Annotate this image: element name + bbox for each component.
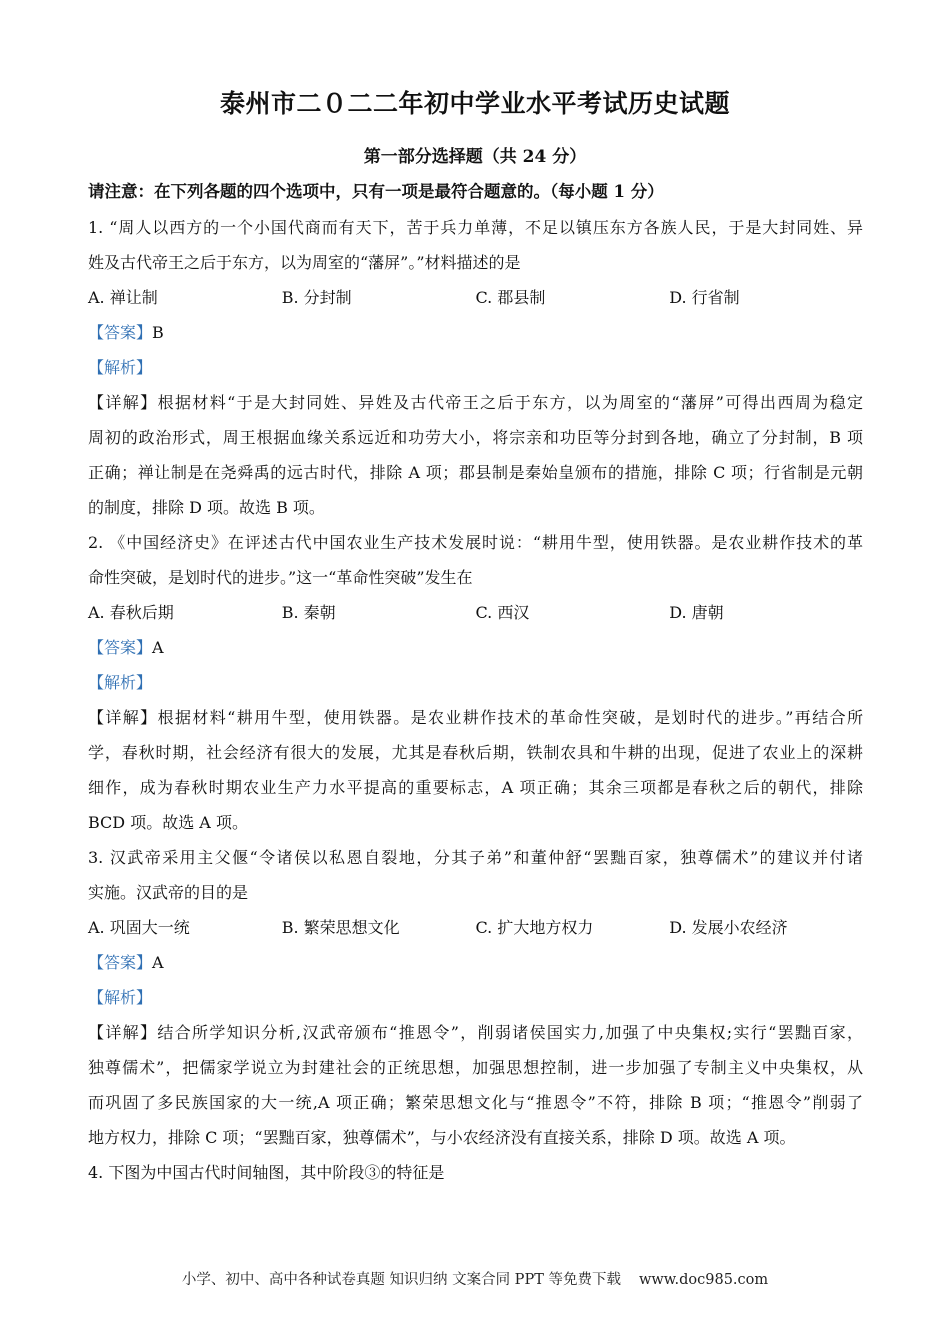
option-c: C. 西汉 — [475, 603, 530, 622]
question-stem-line: 2. 《中国经济史》在评述古代中国农业生产技术发展时说：“耕用牛型，使用铁器。是农业耕作技术的革 — [88, 533, 863, 552]
analysis-label: 【解析】 — [88, 673, 153, 692]
option-d: D. 唐朝 — [669, 603, 724, 622]
answer-value: A — [152, 638, 164, 657]
section-heading: 第一部分选择题（共 24 分） — [363, 147, 587, 167]
footer-url[interactable]: www.doc985.com — [638, 1272, 769, 1288]
detail-line — [88, 385, 863, 420]
answer-value: B — [152, 323, 164, 342]
detail-line: 正确；禅让制是在尧舜禹的远古时代，排除 A 项；郡县制是秦始皇颁布的措施，排除 C 项；行省制是元朝 — [88, 463, 863, 482]
exam-title: 泰州市二０二二年初中学业水平考试历史试题 — [219, 89, 730, 118]
detail-line: 学，春秋时期，社会经济有很大的发展，尤其是春秋后期，铁制农具和牛耕的出现，促进了农业上的深耕 — [88, 743, 863, 762]
question-2 — [88, 525, 863, 840]
detail-line: BCD 项。故选 A 项。 — [88, 813, 248, 832]
detail-text: 根据材料“耕用牛型，使用铁器。是农业耕作技术的革命性突破，是划时代的进步。”再结合所 — [157, 708, 863, 727]
question-1 — [88, 210, 863, 525]
question-stem-line: 1. “周人以西方的一个小国代商而有天下，苦于兵力单薄，不足以镇压东方各族人民，于是大封同姓、异 — [88, 218, 863, 237]
answer-line — [88, 630, 863, 665]
option-b: B. 繁荣思想文化 — [281, 918, 400, 937]
option-c: C. 扩大地方权力 — [475, 918, 594, 937]
page-footer — [0, 1268, 950, 1289]
detail-text: 结合所学知识分析,汉武帝颁布“推恩令”，削弱诸侯国实力,加强了中央集权;实行“罢黜百家， — [157, 1023, 863, 1042]
detail-line: 地方权力，排除 C 项；“罢黜百家，独尊儒术”，与小农经济没有直接关系，排除 D 项。故选 A 项。 — [88, 1128, 796, 1147]
question-stem-line: 命性突破，是划时代的进步。”这一“革命性突破”发生在 — [88, 568, 473, 587]
detail-line: 而巩固了多民族国家的大一统,A 项正确；繁荣思想文化与“推恩令”不符，排除 B 项；“推恩令”削弱了 — [88, 1093, 863, 1112]
notice-text: 请注意：在下列各题的四个选项中，只有一项是最符合题意的。（每小题 1 分） — [88, 182, 664, 201]
question-3 — [88, 840, 863, 1155]
detail-line — [88, 1015, 863, 1050]
detail-text: 根据材料“于是大封同姓、异姓及古代帝王之后于东方，以为周室的“藩屏”可得出西周为稳定 — [157, 393, 863, 412]
analysis-line — [88, 665, 863, 700]
question-stem-line: 姓及古代帝王之后于东方，以为周室的“藩屏”。”材料描述的是 — [88, 253, 521, 272]
options-row — [88, 280, 863, 315]
question-stem-line: 4. 下图为中国古代时间轴图，其中阶段③的特征是 — [88, 1163, 445, 1182]
answer-label: 【答案】 — [88, 953, 153, 972]
answer-label: 【答案】 — [88, 638, 153, 657]
options-row — [88, 595, 863, 630]
option-c: C. 郡县制 — [475, 288, 546, 307]
option-a: A. 禅让制 — [88, 288, 158, 307]
detail-label: 【详解】 — [88, 1023, 158, 1042]
analysis-line — [88, 980, 863, 1015]
detail-label: 【详解】 — [88, 708, 158, 727]
detail-line: 周初的政治形式，周王根据血缘关系远近和功劳大小，将宗亲和功臣等分封到各地，确立了分封制，B 项 — [88, 428, 863, 447]
analysis-label: 【解析】 — [88, 358, 153, 377]
question-4 — [88, 1155, 863, 1190]
answer-line — [88, 945, 863, 980]
answer-line — [88, 315, 863, 350]
option-a: A. 春秋后期 — [88, 603, 174, 622]
footer-text: 小学、初中、高中各种试卷真题 知识归纳 文案合同 PPT 等免费下载 — [181, 1272, 621, 1288]
option-a: A. 巩固大一统 — [88, 918, 190, 937]
answer-value: A — [152, 953, 164, 972]
option-b: B. 分封制 — [281, 288, 352, 307]
detail-line: 细作，成为春秋时期农业生产力水平提高的重要标志，A 项正确；其余三项都是春秋之后的朝代，排除 — [88, 778, 863, 797]
option-d: D. 发展小农经济 — [669, 918, 788, 937]
option-b: B. 秦朝 — [281, 603, 336, 622]
detail-line: 独尊儒术”，把儒家学说立为封建社会的正统思想，加强思想控制，进一步加强了专制主义中央集权，从 — [88, 1058, 863, 1077]
questions-content — [88, 210, 863, 1190]
options-row — [88, 910, 863, 945]
question-stem-line: 3. 汉武帝采用主父偃“令诸侯以私恩自裂地，分其子弟”和董仲舒“罢黜百家，独尊儒术”的建议并付诸 — [88, 848, 863, 867]
analysis-line — [88, 350, 863, 385]
detail-label: 【详解】 — [88, 393, 158, 412]
detail-line — [88, 700, 863, 735]
option-d: D. 行省制 — [669, 288, 740, 307]
answer-label: 【答案】 — [88, 323, 153, 342]
analysis-label: 【解析】 — [88, 988, 153, 1007]
detail-line: 的制度，排除 D 项。故选 B 项。 — [88, 498, 325, 517]
question-stem-line: 实施。汉武帝的目的是 — [88, 883, 249, 902]
